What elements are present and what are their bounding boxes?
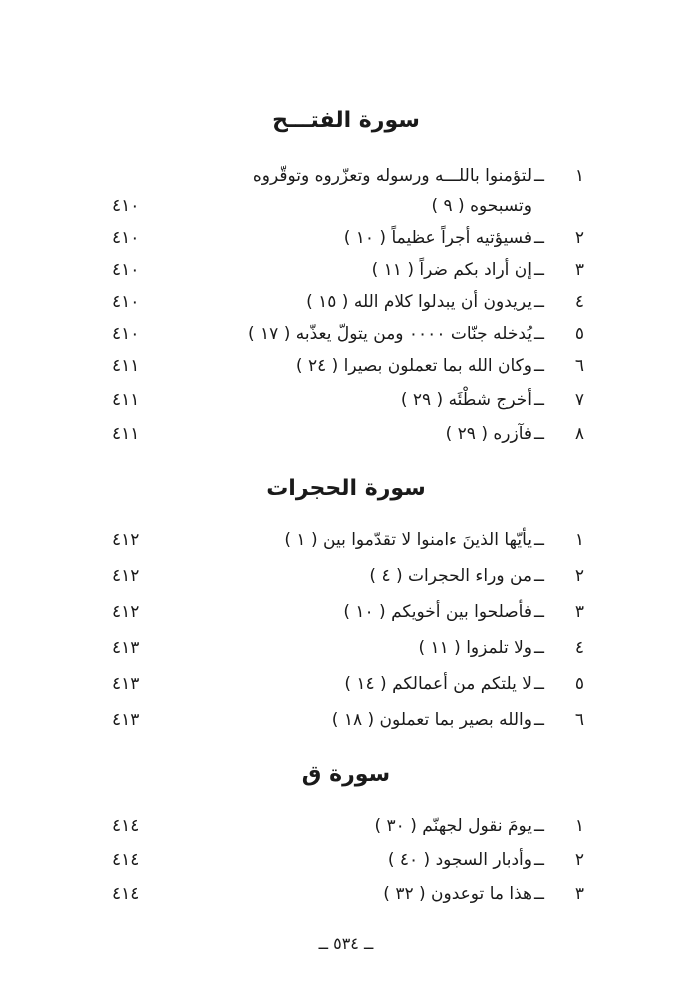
item-text: يريدون أن يبدلوا كلام الله ( ١٥ ) <box>306 292 532 312</box>
page-ref: ٤١٠ <box>112 324 140 344</box>
item-text: وأدبار السجود ( ٤٠ ) <box>387 850 532 870</box>
list-item <box>0 356 692 386</box>
list-item <box>0 324 692 354</box>
item-text: يومَ نقول لجهنّم ( ٣٠ ) <box>374 816 532 836</box>
item-number: ١ <box>574 166 584 186</box>
item-dash: ــ <box>534 166 544 186</box>
page-ref: ٤١٤ <box>112 884 140 904</box>
item-number: ٥ <box>574 674 584 694</box>
item-text: هذا ما توعدون ( ٣٢ ) <box>383 884 532 904</box>
page-ref: ٤١٢ <box>112 530 140 550</box>
list-item <box>0 260 692 290</box>
list-item <box>0 166 692 196</box>
item-text: من وراء الحجرات ( ٤ ) <box>369 566 532 586</box>
item-text: وكان الله بما تعملون بصيرا ( ٢٤ ) <box>295 356 532 376</box>
page-ref: ٤١١ <box>112 356 140 376</box>
list-item <box>0 602 692 632</box>
item-dash: ــ <box>534 816 544 836</box>
item-number: ٤ <box>574 292 584 312</box>
item-dash: ــ <box>534 530 544 550</box>
item-text: والله بصير بما تعملون ( ١٨ ) <box>331 710 532 730</box>
page-ref: ٤١٢ <box>112 602 140 622</box>
page-ref: ٤١٠ <box>112 196 140 216</box>
list-item <box>0 424 692 454</box>
item-number: ٣ <box>574 602 584 622</box>
item-dash: ــ <box>534 638 544 658</box>
page-ref: ٤١١ <box>112 390 140 410</box>
item-text: لا يلتكم من أعمالكم ( ١٤ ) <box>344 674 532 694</box>
item-number: ٧ <box>574 390 584 410</box>
page-ref: ٤١٣ <box>112 674 140 694</box>
page-ref: ٤١٠ <box>112 228 140 248</box>
page-number: ــ ٥٣٤ ــ <box>318 934 374 953</box>
item-text: يأيّها الذينَ ءامنوا لا تقدّموا بين ( ١ ) <box>284 530 532 550</box>
section-title-qaf: سورة ق <box>301 762 391 787</box>
item-number: ٣ <box>574 260 584 280</box>
list-item <box>0 390 692 420</box>
page-ref: ٤١٢ <box>112 566 140 586</box>
item-text: فآزره ( ٢٩ ) <box>445 424 532 444</box>
page-ref: ٤١٤ <box>112 816 140 836</box>
section-title-hujurat: سورة الحجرات <box>266 476 426 501</box>
item-dash: ــ <box>534 356 544 376</box>
list-item <box>0 638 692 668</box>
item-number: ٢ <box>574 228 584 248</box>
item-number: ١ <box>574 816 584 836</box>
list-item <box>0 884 692 914</box>
item-text: لتؤمنوا باللـــه ورسوله وتعزّروه وتوقّروه <box>252 166 532 186</box>
item-text: إن أراد بكم ضراً ( ١١ ) <box>371 260 532 280</box>
item-dash: ــ <box>534 674 544 694</box>
item-number: ٤ <box>574 638 584 658</box>
list-item <box>0 292 692 322</box>
item-dash: ــ <box>534 390 544 410</box>
page-ref: ٤١٠ <box>112 292 140 312</box>
list-item <box>0 530 692 560</box>
item-dash: ــ <box>534 228 544 248</box>
item-text: فسيؤتيه أجراً عظيماً ( ١٠ ) <box>343 228 532 248</box>
item-number: ٣ <box>574 884 584 904</box>
item-number: ٥ <box>574 324 584 344</box>
item-text: ولا تلمزوا ( ١١ ) <box>418 638 532 658</box>
item-number: ٦ <box>574 356 584 376</box>
item-dash: ــ <box>534 566 544 586</box>
section-title-fath: سورة الفتـــح <box>272 108 420 133</box>
item-dash: ــ <box>534 884 544 904</box>
list-item <box>0 566 692 596</box>
item-text: فأصلحوا بين أخويكم ( ١٠ ) <box>343 602 532 622</box>
item-dash: ــ <box>534 710 544 730</box>
item-dash: ــ <box>534 292 544 312</box>
list-item <box>0 850 692 880</box>
list-item <box>0 816 692 846</box>
page-ref: ٤١١ <box>112 424 140 444</box>
item-number: ٨ <box>574 424 584 444</box>
page-ref: ٤١٣ <box>112 638 140 658</box>
item-text: يُدخله جنّات ٠٠٠٠ ومن يتولّ يعذّبه ( ١٧ ) <box>248 324 532 344</box>
item-number: ٢ <box>574 566 584 586</box>
item-dash: ــ <box>534 424 544 444</box>
page-ref: ٤١٣ <box>112 710 140 730</box>
item-dash: ــ <box>534 850 544 870</box>
list-item <box>0 710 692 740</box>
list-item <box>0 674 692 704</box>
item-number: ٢ <box>574 850 584 870</box>
item-number: ٦ <box>574 710 584 730</box>
page-ref: ٤١٠ <box>112 260 140 280</box>
page-ref: ٤١٤ <box>112 850 140 870</box>
item-dash: ــ <box>534 324 544 344</box>
list-item <box>0 196 692 226</box>
item-number: ١ <box>574 530 584 550</box>
item-text: وتسبحوه ( ٩ ) <box>431 196 532 216</box>
item-dash: ــ <box>534 260 544 280</box>
item-text: أخرج شطْئَه ( ٢٩ ) <box>400 390 532 410</box>
list-item <box>0 228 692 258</box>
item-dash: ــ <box>534 602 544 622</box>
